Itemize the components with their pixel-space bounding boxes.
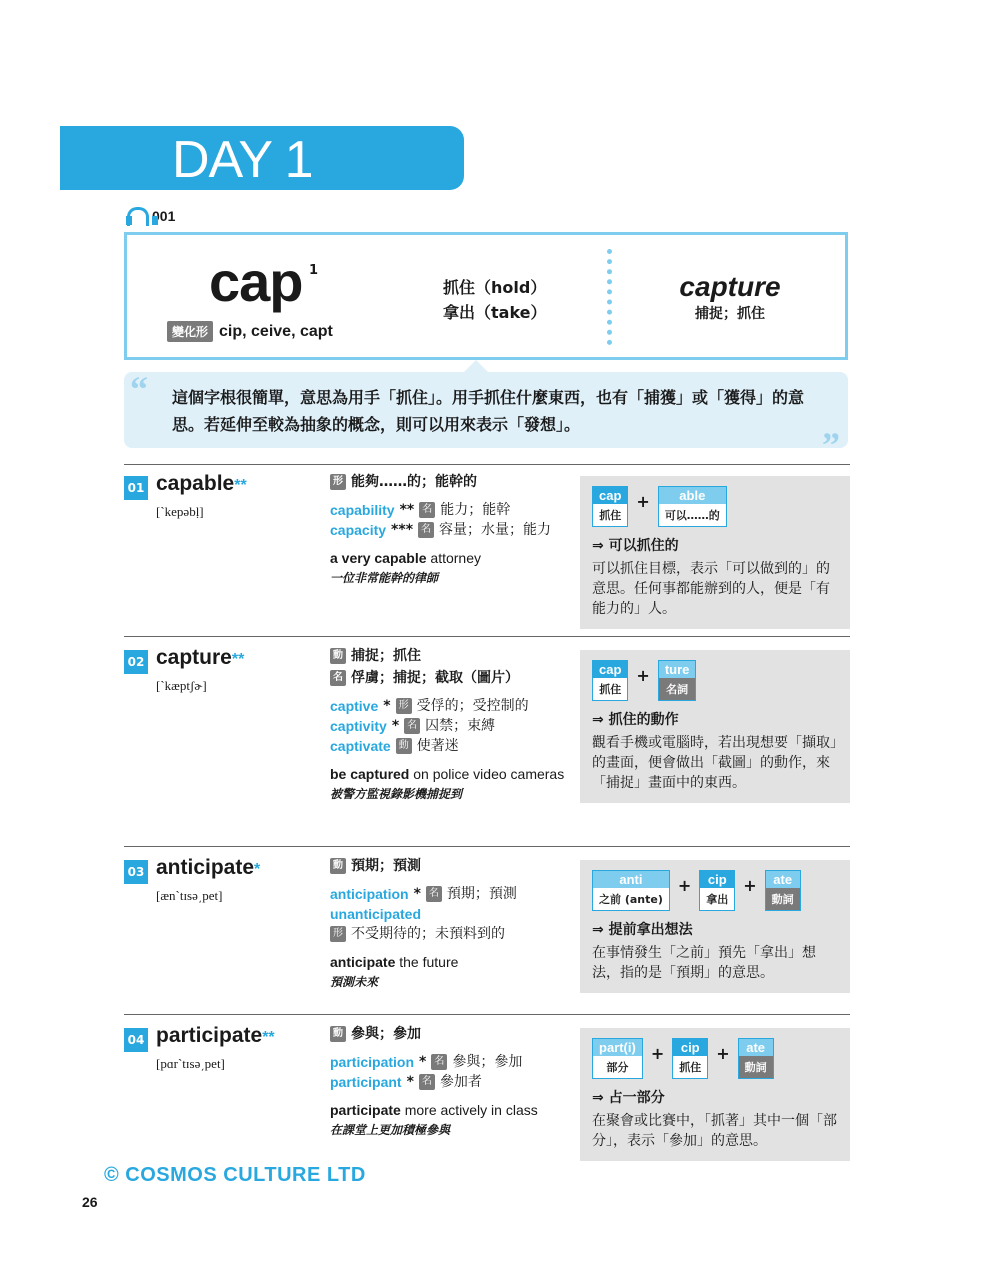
derivative-word: participation bbox=[330, 1054, 415, 1070]
word-parts bbox=[580, 1028, 850, 1079]
derivative-word: anticipation bbox=[330, 886, 409, 902]
part-of-speech-line bbox=[330, 472, 574, 492]
example-translation: 預測未來 bbox=[330, 975, 379, 989]
derivatives bbox=[330, 1052, 574, 1092]
definition-text: 參與；參加 bbox=[351, 1026, 421, 1042]
derivative-stars: * bbox=[406, 1074, 414, 1090]
headword-text: capture bbox=[156, 646, 232, 669]
root-box bbox=[124, 232, 848, 360]
word-parts bbox=[580, 650, 850, 701]
part-meaning: 名詞 bbox=[659, 678, 696, 700]
definition-text: 俘虜；捕捉；截取（圖片） bbox=[351, 670, 519, 686]
pronunciation: [ˋkæptʃɚ] bbox=[156, 678, 207, 693]
etymology-description: 觀看手機或電腦時，若出現想要「擷取」的畫面，便會做出「截圖」的動作，來「捕捉」畫面中的東西。 bbox=[592, 735, 837, 791]
definition-text: 捕捉；抓住 bbox=[351, 648, 421, 664]
example-rest: more actively in class bbox=[400, 1102, 538, 1118]
divider-line bbox=[124, 846, 850, 847]
example-sentence bbox=[330, 548, 574, 568]
word-part bbox=[658, 486, 727, 527]
entry-number: 04 bbox=[124, 1028, 148, 1052]
headword bbox=[156, 856, 260, 880]
plus-icon: + bbox=[636, 492, 650, 511]
headword-text: capable bbox=[156, 472, 235, 495]
example-rest: attorney bbox=[426, 550, 481, 566]
root-superscript: 1 bbox=[309, 263, 319, 278]
word-part bbox=[592, 870, 670, 911]
divider-line bbox=[124, 1014, 850, 1015]
derivative-meaning: 容量；水量；能力 bbox=[439, 522, 552, 538]
part-meaning: 抓住 bbox=[599, 509, 622, 522]
day-banner bbox=[60, 126, 464, 190]
entry-number: 02 bbox=[124, 650, 148, 674]
part-morpheme: cip bbox=[700, 871, 734, 888]
definitions-column bbox=[330, 1024, 574, 1140]
derivative-meaning: 參與；參加 bbox=[452, 1054, 523, 1070]
word-part bbox=[592, 660, 628, 701]
pos-tag: 動 bbox=[330, 858, 346, 874]
divider-line bbox=[124, 636, 850, 637]
pos-tag: 形 bbox=[330, 474, 346, 490]
word-parts bbox=[580, 860, 850, 911]
divider-line bbox=[124, 464, 850, 465]
dotted-divider bbox=[607, 249, 612, 345]
example-highlight: a very capable bbox=[330, 550, 427, 566]
derivative-word: participant bbox=[330, 1074, 402, 1090]
pos-tag: 名 bbox=[431, 1054, 447, 1070]
word-part bbox=[592, 486, 628, 527]
entry-number: 01 bbox=[124, 476, 148, 500]
example-translation: 一位非常能幹的律師 bbox=[330, 571, 439, 585]
etymology-logic: ⇒ 抓住的動作 bbox=[592, 712, 679, 728]
part-morpheme: cip bbox=[673, 1039, 707, 1056]
derivatives bbox=[330, 500, 574, 540]
pos-tag: 名 bbox=[418, 522, 434, 538]
pos-tag: 形 bbox=[396, 698, 412, 714]
pos-tag: 名 bbox=[330, 670, 346, 686]
close-quote-icon: ” bbox=[822, 425, 840, 465]
frequency-stars: ** bbox=[234, 477, 247, 494]
example-rest: on police video cameras bbox=[409, 766, 565, 782]
page-number: 26 bbox=[82, 1194, 98, 1210]
part-meaning: 抓住 bbox=[679, 1061, 702, 1074]
copyright: © COSMOS CULTURE LTD bbox=[104, 1164, 366, 1186]
variant-text: cip, ceive, capt bbox=[219, 322, 333, 340]
pos-tag: 動 bbox=[330, 648, 346, 664]
part-morpheme: able bbox=[659, 487, 726, 504]
derivative-word: capacity bbox=[330, 522, 387, 538]
example-translation: 在課堂上更加積極參與 bbox=[330, 1123, 451, 1137]
part-of-speech-line bbox=[330, 668, 574, 688]
definition-text: 能夠……的；能幹的 bbox=[351, 474, 477, 490]
root-meaning bbox=[443, 275, 547, 325]
plus-icon: + bbox=[677, 876, 692, 895]
pronunciation: [pɑrˋtɪsə͵pet] bbox=[156, 1056, 225, 1071]
part-morpheme: ate bbox=[739, 1039, 773, 1056]
definitions-column bbox=[330, 472, 574, 588]
root-variants bbox=[167, 321, 333, 342]
pos-tag: 形 bbox=[330, 926, 346, 942]
part-meaning: 拿出 bbox=[706, 893, 729, 906]
headword bbox=[156, 646, 244, 670]
derivative-meaning: 囚禁；束縛 bbox=[425, 718, 496, 734]
word-part bbox=[699, 870, 735, 911]
derivative-stars: *** bbox=[391, 522, 414, 538]
derivative-meaning: 使著迷 bbox=[416, 738, 459, 754]
derivative-line bbox=[330, 924, 574, 944]
pos-tag: 動 bbox=[396, 738, 412, 754]
word-part bbox=[592, 1038, 643, 1079]
word-part bbox=[658, 660, 697, 701]
word-part bbox=[738, 1038, 774, 1079]
derivative-stars: ** bbox=[399, 502, 415, 518]
definitions-column bbox=[330, 856, 574, 992]
derivative-stars: * bbox=[419, 1054, 427, 1070]
pronunciation: [ænˋtɪsə͵pet] bbox=[156, 888, 223, 903]
frequency-stars: ** bbox=[231, 651, 245, 668]
example-sentence bbox=[330, 1100, 574, 1120]
part-meaning: 動詞 bbox=[766, 888, 800, 910]
example-highlight: participate bbox=[330, 1102, 401, 1118]
pos-tag: 名 bbox=[404, 718, 420, 734]
word-part bbox=[672, 1038, 708, 1079]
derivatives bbox=[330, 884, 574, 944]
etymology-panel bbox=[580, 1028, 850, 1161]
day-title: DAY 1 bbox=[172, 131, 313, 189]
part-meaning: 可以……的 bbox=[664, 509, 720, 522]
derivative-line bbox=[330, 736, 574, 756]
derivative-meaning: 受俘的；受控制的 bbox=[416, 698, 529, 714]
derivative-stars: * bbox=[391, 718, 400, 734]
root-word: cap bbox=[209, 250, 303, 313]
example-sentence bbox=[330, 952, 574, 972]
part-meaning: 抓住 bbox=[599, 683, 622, 696]
derivative-word: unanticipated bbox=[330, 906, 422, 922]
example-rest: the future bbox=[395, 954, 459, 970]
derivative-stars: * bbox=[383, 698, 391, 714]
part-of-speech-line bbox=[330, 856, 574, 876]
example-highlight: anticipate bbox=[330, 954, 396, 970]
derivative-stars: * bbox=[413, 886, 421, 902]
part-morpheme: ate bbox=[766, 871, 800, 888]
derivative-meaning: 預期；預測 bbox=[446, 886, 517, 902]
plus-icon: + bbox=[716, 1044, 730, 1063]
etymology-logic: ⇒ 提前拿出想法 bbox=[592, 922, 693, 938]
example-sentence bbox=[330, 764, 574, 784]
plus-icon: + bbox=[743, 876, 757, 895]
derivative-line bbox=[330, 1072, 574, 1092]
frequency-stars: ** bbox=[262, 1029, 275, 1046]
derivative-line bbox=[330, 716, 574, 736]
part-morpheme: cap bbox=[593, 661, 627, 678]
derivative-line bbox=[330, 904, 574, 924]
headword bbox=[156, 472, 247, 496]
derivative-meaning: 參加者 bbox=[439, 1074, 482, 1090]
derivative-line bbox=[330, 884, 574, 904]
definitions-column bbox=[330, 646, 574, 804]
headword-text: participate bbox=[156, 1024, 263, 1047]
plus-icon: + bbox=[650, 1044, 665, 1063]
derivative-word: captive bbox=[330, 698, 379, 714]
etymology-logic: ⇒ 占一部分 bbox=[592, 1090, 665, 1106]
headphone-icon bbox=[126, 206, 146, 226]
pronunciation: [ˋkepəbḷ] bbox=[156, 504, 204, 519]
part-of-speech-line bbox=[330, 646, 574, 666]
track-number: 001 bbox=[152, 208, 176, 224]
root-meaning-1: 抓住（hold） bbox=[443, 278, 547, 297]
part-meaning: 動詞 bbox=[739, 1056, 773, 1078]
part-meaning: 部分 bbox=[606, 1061, 629, 1074]
root-example-word: capture bbox=[679, 271, 781, 302]
etymology-panel bbox=[580, 476, 850, 629]
root-meaning-2: 拿出（take） bbox=[443, 303, 547, 322]
etymology-description: 可以抓住目標，表示「可以做到的」的意思。任何事都能辦到的人，便是「有能力的」人。 bbox=[592, 561, 830, 617]
variant-tag: 變化形 bbox=[167, 321, 213, 342]
part-morpheme: part(i) bbox=[593, 1039, 642, 1056]
derivatives bbox=[330, 696, 574, 756]
entry-number: 03 bbox=[124, 860, 148, 884]
note-text: 這個字根很簡單，意思為用手「抓住」。用手抓住什麼東西，也有「捕獲」或「獲得」的意思。若延伸至較為抽象的概念，則可以用來表示「發想」。 bbox=[172, 388, 805, 434]
part-morpheme: ture bbox=[659, 661, 696, 678]
pos-tag: 名 bbox=[419, 502, 435, 518]
audio-track[interactable] bbox=[126, 206, 175, 226]
pos-tag: 名 bbox=[419, 1074, 435, 1090]
etymology-description: 在聚會或比賽中，「抓著」其中一個「部分」，表示「參加」的意思。 bbox=[592, 1113, 837, 1149]
example-translation: 被警方監視錄影機捕捉到 bbox=[330, 787, 463, 801]
derivative-meaning: 不受期待的；未預料到的 bbox=[351, 926, 505, 942]
root-example-meaning: 捕捉；抓住 bbox=[695, 306, 765, 322]
etymology-panel bbox=[580, 650, 850, 803]
derivative-word: captivate bbox=[330, 738, 391, 754]
derivative-word: captivity bbox=[330, 718, 387, 734]
derivative-line bbox=[330, 1052, 574, 1072]
word-part bbox=[765, 870, 801, 911]
derivative-meaning: 能力；能幹 bbox=[440, 502, 511, 518]
headword bbox=[156, 1024, 275, 1048]
part-morpheme: anti bbox=[593, 871, 669, 888]
word-parts bbox=[580, 476, 850, 527]
root-example bbox=[675, 271, 785, 323]
derivative-line bbox=[330, 520, 574, 540]
etymology-logic: ⇒ 可以抓住的 bbox=[592, 538, 679, 554]
pos-tag: 名 bbox=[426, 886, 442, 902]
derivative-word: capability bbox=[330, 502, 395, 518]
frequency-stars: * bbox=[254, 861, 261, 878]
explanation-note bbox=[124, 369, 848, 465]
definition-text: 預期；預測 bbox=[351, 858, 421, 874]
part-of-speech-line bbox=[330, 1024, 574, 1044]
part-morpheme: cap bbox=[593, 487, 627, 504]
plus-icon: + bbox=[636, 666, 650, 685]
part-meaning: 之前 (ante) bbox=[599, 893, 663, 906]
open-quote-icon: “ bbox=[130, 369, 148, 409]
example-highlight: be captured bbox=[330, 766, 410, 782]
etymology-panel bbox=[580, 860, 850, 993]
etymology-description: 在事情發生「之前」預先「拿出」想法，指的是「預期」的意思。 bbox=[592, 945, 816, 981]
pos-tag: 動 bbox=[330, 1026, 346, 1042]
headword-text: anticipate bbox=[156, 856, 255, 879]
derivative-line bbox=[330, 500, 574, 520]
derivative-line bbox=[330, 696, 574, 716]
